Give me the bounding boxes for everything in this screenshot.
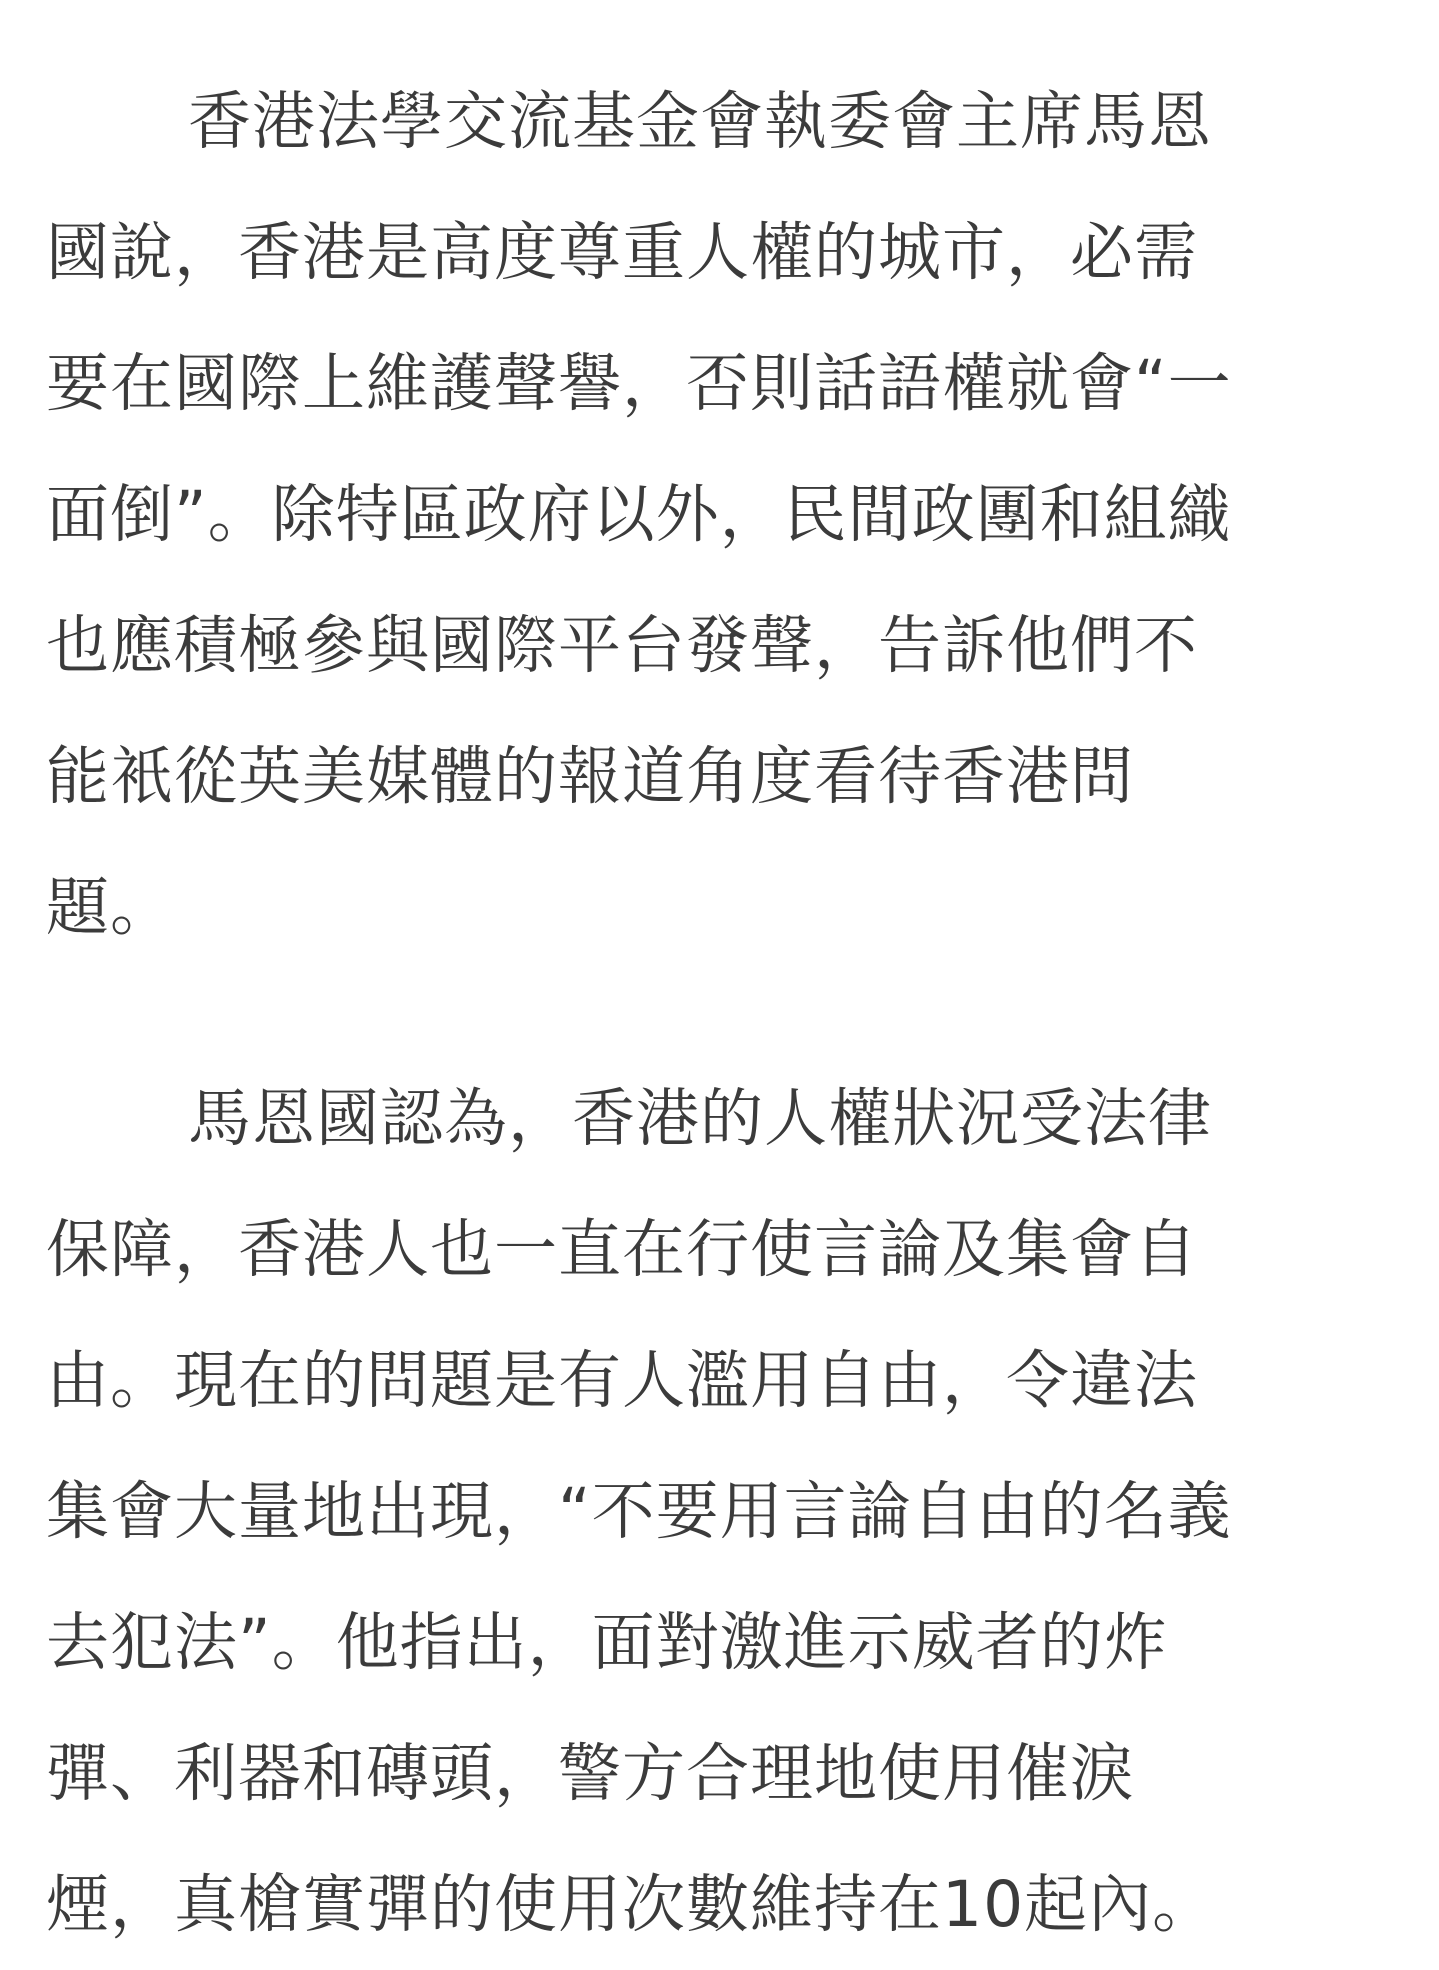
text-line: 香港法學交流基金會執委會主席馬恩: [188, 85, 1212, 158]
text-line: 面倒”。除特區政府以外，民間政團和組織: [46, 478, 1232, 551]
text-line: 彈、利器和磚頭，警方合理地使用催淚: [46, 1737, 1134, 1810]
text-line: 煙，真槍實彈的使用次數維持在10起內。: [46, 1868, 1217, 1941]
text-line: 要在國際上維護聲譽，否則話語權就會“一: [46, 347, 1232, 420]
paragraph-2: [46, 1053, 1376, 1970]
text-line: 能衹從英美媒體的報道角度看待香港問: [46, 740, 1134, 813]
text-line: 國說，香港是高度尊重人權的城市，必需: [46, 216, 1198, 289]
text-line: 馬恩國認為，香港的人權狀況受法律: [188, 1082, 1212, 1155]
paragraph-1: [46, 56, 1376, 973]
article-body: [46, 56, 1376, 1970]
text-line: 去犯法”。他指出，面對激進示威者的炸: [46, 1606, 1168, 1679]
text-line: 集會大量地出現，“不要用言論自由的名義: [46, 1475, 1232, 1548]
text-line: 由。現在的問題是有人濫用自由，令違法: [46, 1344, 1198, 1417]
text-line: 題。: [46, 871, 174, 944]
text-line: 也應積極參與國際平台發聲，告訴他們不: [46, 609, 1198, 682]
text-line: 保障，香港人也一直在行使言論及集會自: [46, 1213, 1198, 1286]
